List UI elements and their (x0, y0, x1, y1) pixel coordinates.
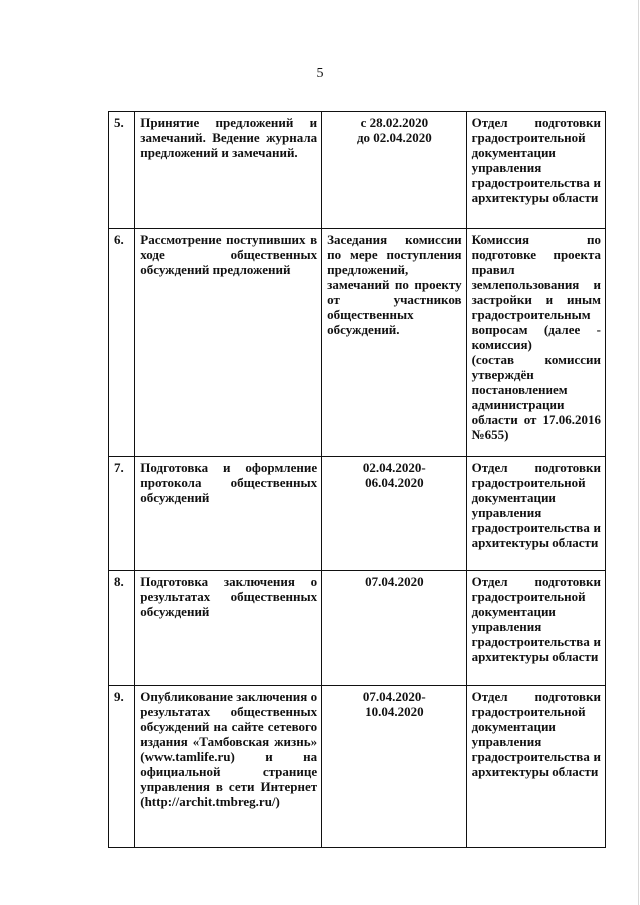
row-number: 7. (109, 457, 135, 571)
table-row (109, 686, 606, 848)
table-row (109, 457, 606, 571)
dates-cell: 07.04.2020 (322, 571, 466, 686)
table-row (109, 112, 606, 229)
row-number: 9. (109, 686, 135, 848)
responsible-cell: Отдел подготовки градостроительной документации управления градостроительства и архитектуры области (466, 686, 605, 848)
table-row (109, 229, 606, 457)
page-number: 5 (316, 66, 324, 81)
row-number: 5. (109, 112, 135, 229)
dates-cell: Заседания комиссии по мере поступления предложений, замечаний по проекту от участников общественных обсуждений. (322, 229, 466, 457)
activity-cell: Опубликование заключения о результатах общественных обсуждений на сайте сетевого издания «Тамбовская жизнь» (www.tamlife.ru) и на официальной странице управления в сети Интернет (http://archit.tmbreg.ru/) (135, 686, 322, 848)
responsible-cell: Комиссия по подготовке проекта правил землепользования и застройки и иным градостроительным вопросам (далее - комиссия) (состав комиссии утверждён постановлением администрации области от 17.06.2016 №655) (466, 229, 605, 457)
responsible-cell: Отдел подготовки градостроительной документации управления градостроительства и архитектуры области (466, 112, 605, 229)
activity-cell: Принятие предложений и замечаний. Ведение журнала предложений и замечаний. (135, 112, 322, 229)
activity-cell: Рассмотрение поступивших в ходе общественных обсуждений предложений (135, 229, 322, 457)
table-row (109, 571, 606, 686)
row-number: 8. (109, 571, 135, 686)
page-edge (638, 0, 639, 905)
activity-cell: Подготовка заключения о результатах общественных обсуждений (135, 571, 322, 686)
responsible-cell: Отдел подготовки градостроительной документации управления градостроительства и архитектуры области (466, 457, 605, 571)
dates-cell: 07.04.2020- 10.04.2020 (322, 686, 466, 848)
schedule-table (108, 111, 606, 848)
dates-cell: 02.04.2020- 06.04.2020 (322, 457, 466, 571)
responsible-cell: Отдел подготовки градостроительной документации управления градостроительства и архитектуры области (466, 571, 605, 686)
dates-cell: с 28.02.2020 до 02.04.2020 (322, 112, 466, 229)
activity-cell: Подготовка и оформление протокола общественных обсуждений (135, 457, 322, 571)
row-number: 6. (109, 229, 135, 457)
